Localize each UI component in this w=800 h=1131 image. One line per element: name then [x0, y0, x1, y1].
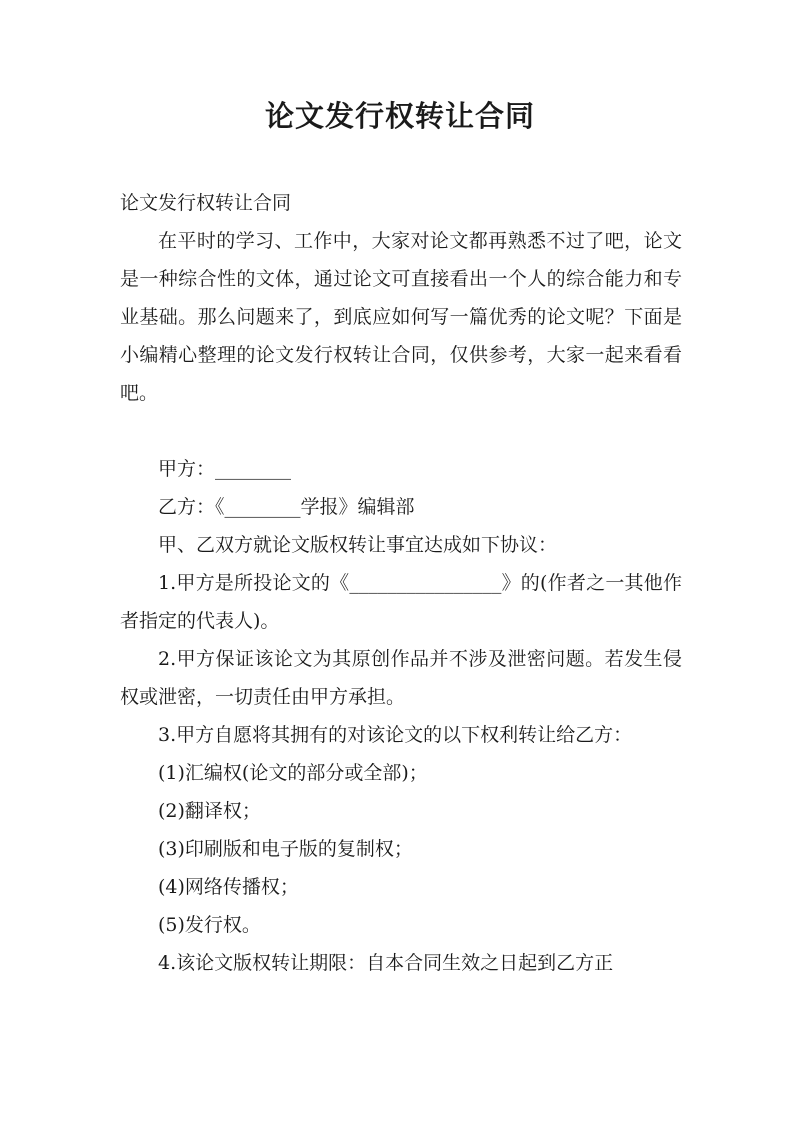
document-body	[120, 184, 682, 982]
party-a-line: 甲方：________	[158, 458, 292, 480]
clause-1: 1.甲方是所投论文的《________________》的(作者之一其他作者指定的代表人)。	[120, 572, 682, 632]
document-subtitle: 论文发行权转让合同	[120, 192, 292, 214]
document-title: 论文发行权转让合同	[264, 99, 535, 133]
right-item: (1)汇编权(论文的部分或全部)；	[158, 762, 428, 784]
clause-2: 2.甲方保证该论文为其原创作品并不涉及泄密问题。若发生侵权或泄密，一切责任由甲方承担。	[120, 648, 682, 708]
clause-3: 3.甲方自愿将其拥有的对该论文的以下权利转让给乙方：	[158, 724, 633, 746]
clause-4: 4.该论文版权转让期限：自本合同生效之日起到乙方正	[158, 952, 614, 974]
right-item: (2)翻译权；	[158, 800, 261, 822]
paragraph-gap	[120, 412, 682, 450]
right-item: (5)发行权。	[158, 914, 261, 936]
intro-paragraph: 在平时的学习、工作中，大家对论文都再熟悉不过了吧，论文是一种综合性的文体，通过论文可直接看出一个人的综合能力和专业基础。那么问题来了，到底应如何写一篇优秀的论文呢？下面是小编精心整理的论文发行权转让合同，仅供参考，大家一起来看看吧。	[120, 230, 682, 404]
right-item: (3)印刷版和电子版的复制权；	[158, 838, 413, 860]
party-b-line: 乙方：《________学报》编辑部	[158, 496, 415, 518]
agreement-line: 甲、乙双方就论文版权转让事宜达成如下协议：	[158, 534, 558, 556]
right-item: (4)网络传播权；	[158, 876, 299, 898]
